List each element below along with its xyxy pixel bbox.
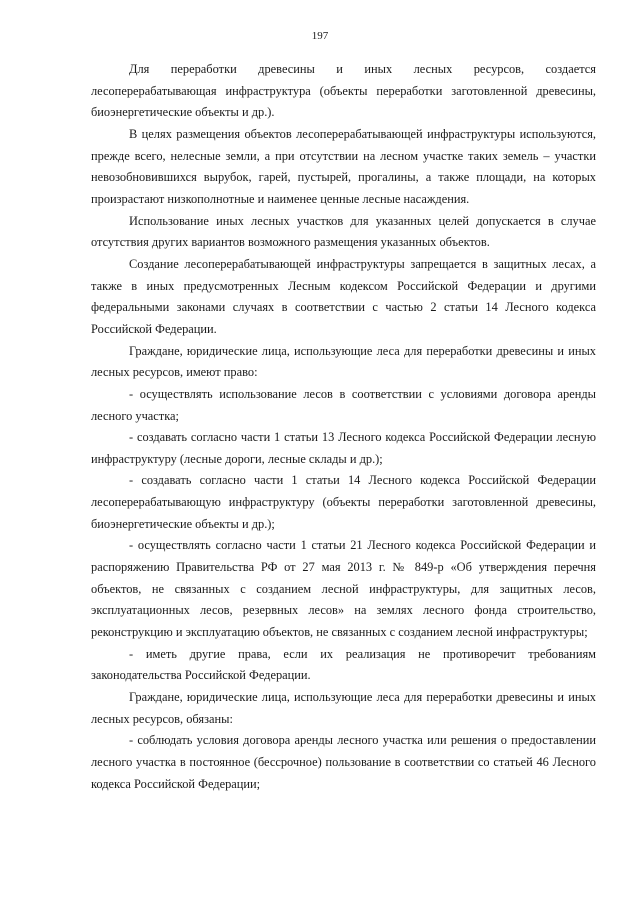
list-item-right-construction: - осуществлять согласно части 1 статьи 21 Лесного кодекса Российской Федерации и распоряжению Правительства РФ от 27 мая 2013 г. № 849-р «Об утверждения перечня объектов, не связанных с созданием лесной инфраструктуры, для защитных лесов, эксплуатационных лесов, резервных лесов» на землях лесного фонда строительство, реконструкцию и эксплуатацию объектов, не связанных с созданием лесной инфраструктуры;: [91, 538, 596, 640]
list-item-obligation-lease-terms: - соблюдать условия договора аренды лесного участка или решения о предоставлении лесного участка в постоянное (бессрочное) пользование в соответствии со статьей 46 Лесного кодекса Российской Федерации;: [91, 733, 596, 791]
paragraph-intro-infrastructure: Для переработки древесины и иных лесных ресурсов, создается лесоперерабатывающая инфраструктура (объекты переработки заготовленной древесины, биоэнергетические объекты и др.).: [91, 62, 596, 120]
page-number: 197: [311, 30, 329, 42]
list-item-right-lease: - осуществлять использование лесов в соответствии с условиями договора аренды лесного участка;: [91, 386, 596, 423]
list-item-right-processing-infrastructure: - создавать согласно части 1 статьи 14 Лесного кодекса Российской Федерации лесоперерабатывающую инфраструктуру (объекты переработки заготовленной древесины, биоэнергетические объекты и др.);: [91, 473, 596, 531]
paragraph-other-plots: Использование иных лесных участков для указанных целей допускается в случае отсутствия других вариантов возможного размещения указанных объектов.: [91, 213, 596, 250]
paragraph-rights-heading: Граждане, юридические лица, использующие леса для переработки древесины и иных лесных ресурсов, имеют право:: [91, 343, 596, 380]
paragraph-prohibition: Создание лесоперерабатывающей инфраструктуры запрещается в защитных лесах, а также в иных предусмотренных Лесным кодексом Российской Федерации и другими федеральными законами случаях в соответствии с частью 2 статьи 14 Лесного кодекса Российской Федерации.: [91, 256, 596, 336]
paragraph-land-use-priority: В целях размещения объектов лесоперерабатывающей инфраструктуры используются, прежде всего, нелесные земли, а при отсутствии на лесном участке таких земель – участки невозобновившихся вырубок, гарей, пустырей, прогалины, а также площади, на которых произрастают низкополнотные и наименее ценные лесные насаждения.: [91, 126, 596, 206]
paragraph-obligations-heading: Граждане, юридические лица, использующие леса для переработки древесины и иных лесных ресурсов, обязаны:: [91, 690, 596, 726]
list-item-right-other: - иметь другие права, если их реализация не противоречит требованиям законодательства Российской Федерации.: [91, 646, 596, 683]
list-item-right-forest-infrastructure: - создавать согласно части 1 статьи 13 Лесного кодекса Российской Федерации лесную инфраструктуру (лесные дороги, лесные склады и др.);: [91, 430, 596, 466]
document-body: [91, 59, 596, 795]
